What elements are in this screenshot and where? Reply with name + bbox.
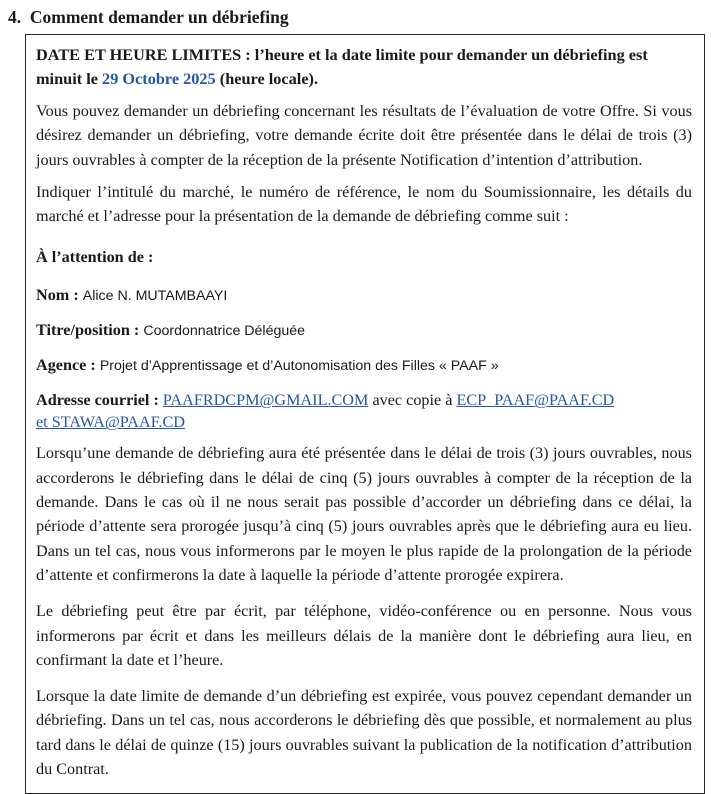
attention-heading: À l’attention de : — [36, 248, 154, 267]
deadline-notice — [36, 43, 692, 91]
instructions-paragraph: Indiquer l’intitulé du marché, le numéro de référence, le nom du Soumissionnaire, les détails du marché et l’adresse pour la présentation de la demande de débriefing comme suit : — [36, 182, 692, 226]
deadline-suffix: (heure locale). — [215, 69, 319, 88]
debriefing-box — [25, 34, 705, 794]
email-label: Adresse courriel : — [36, 391, 159, 410]
late-request-paragraph: Lorsque la date limite de demande d’un débriefing est expirée, vous pouvez cependant demander un débriefing. Dans un tel cas, nous accorderons le débriefing dès que possible, et normalement au plus tard dans le délai de quinze (15) jours ouvrables suivant la publication de la notification d’attribution du Contrat. — [36, 687, 692, 779]
title-value: Coordonnatrice Déléguée — [143, 323, 306, 340]
email-field — [36, 389, 692, 433]
deadline-date: 29 Octobre 2025 — [102, 69, 216, 88]
name-label: Nom : — [36, 286, 79, 305]
email-cc2-link[interactable]: et STAWA@PAAF.CD — [36, 413, 185, 432]
deadline-text: l’heure et la date limite pour demander un débriefing est minuit le — [36, 45, 648, 88]
section-title: Comment demander un débriefing — [29, 7, 289, 27]
agency-label: Agence : — [36, 356, 96, 375]
email-primary-link[interactable]: PAAFRDCPM@GMAIL.COM — [162, 391, 369, 410]
deadline-label: DATE ET HEURE LIMITES : — [36, 45, 251, 64]
email-copy-text: avec copie à — [368, 391, 457, 410]
section-number: 4. — [8, 7, 22, 27]
agency-field — [36, 354, 692, 377]
name-field — [36, 284, 692, 307]
intro-paragraph: Vous pouvez demander un débriefing concernant les résultats de l’évaluation de votre Offre. Si vous désirez demander un débriefing, votre demande écrite doit être présentée dans le délai de trois (3) jours ouvrables à compter de la réception de la présente Notification d’intention d’attribution. — [36, 102, 692, 169]
email-cc1-link[interactable]: ECP_PAAF@PAAF.CD — [456, 391, 615, 410]
response-time-paragraph: Lorsqu’une demande de débriefing aura été présentée dans le délai de trois (3) jours ouvrables, nous accorderons le débriefing dans le délai de cinq (5) jours ouvrables à compter de la réception de la demande. Dans le cas où il ne nous serait pas possible d’accorder un débriefing dans ce délai, la période d’attente sera prorogée jusqu’à cinq (5) jours ouvrables après que le débriefing aura eu lieu. Dans un tel cas, nous vous informerons par le moyen le plus rapide de la prolongation de la période d’attente et confirmerons la date à laquelle la période d’attente prorogée expirera. — [36, 444, 692, 584]
name-value: Alice N. MUTAMBAAYI — [82, 288, 228, 305]
title-field — [36, 319, 692, 342]
agency-value: Projet d’Apprentissage et d’Autonomisation des Filles « PAAF » — [99, 358, 499, 375]
format-paragraph: Le débriefing peut être par écrit, par téléphone, vidéo-conférence ou en personne. Nous vous informerons par écrit et dans les meilleurs délais de la manière dont le débriefing aura lieu, en confirmant la date et l’heure. — [36, 602, 692, 669]
title-label: Titre/position : — [36, 321, 140, 340]
section-heading — [8, 6, 289, 28]
